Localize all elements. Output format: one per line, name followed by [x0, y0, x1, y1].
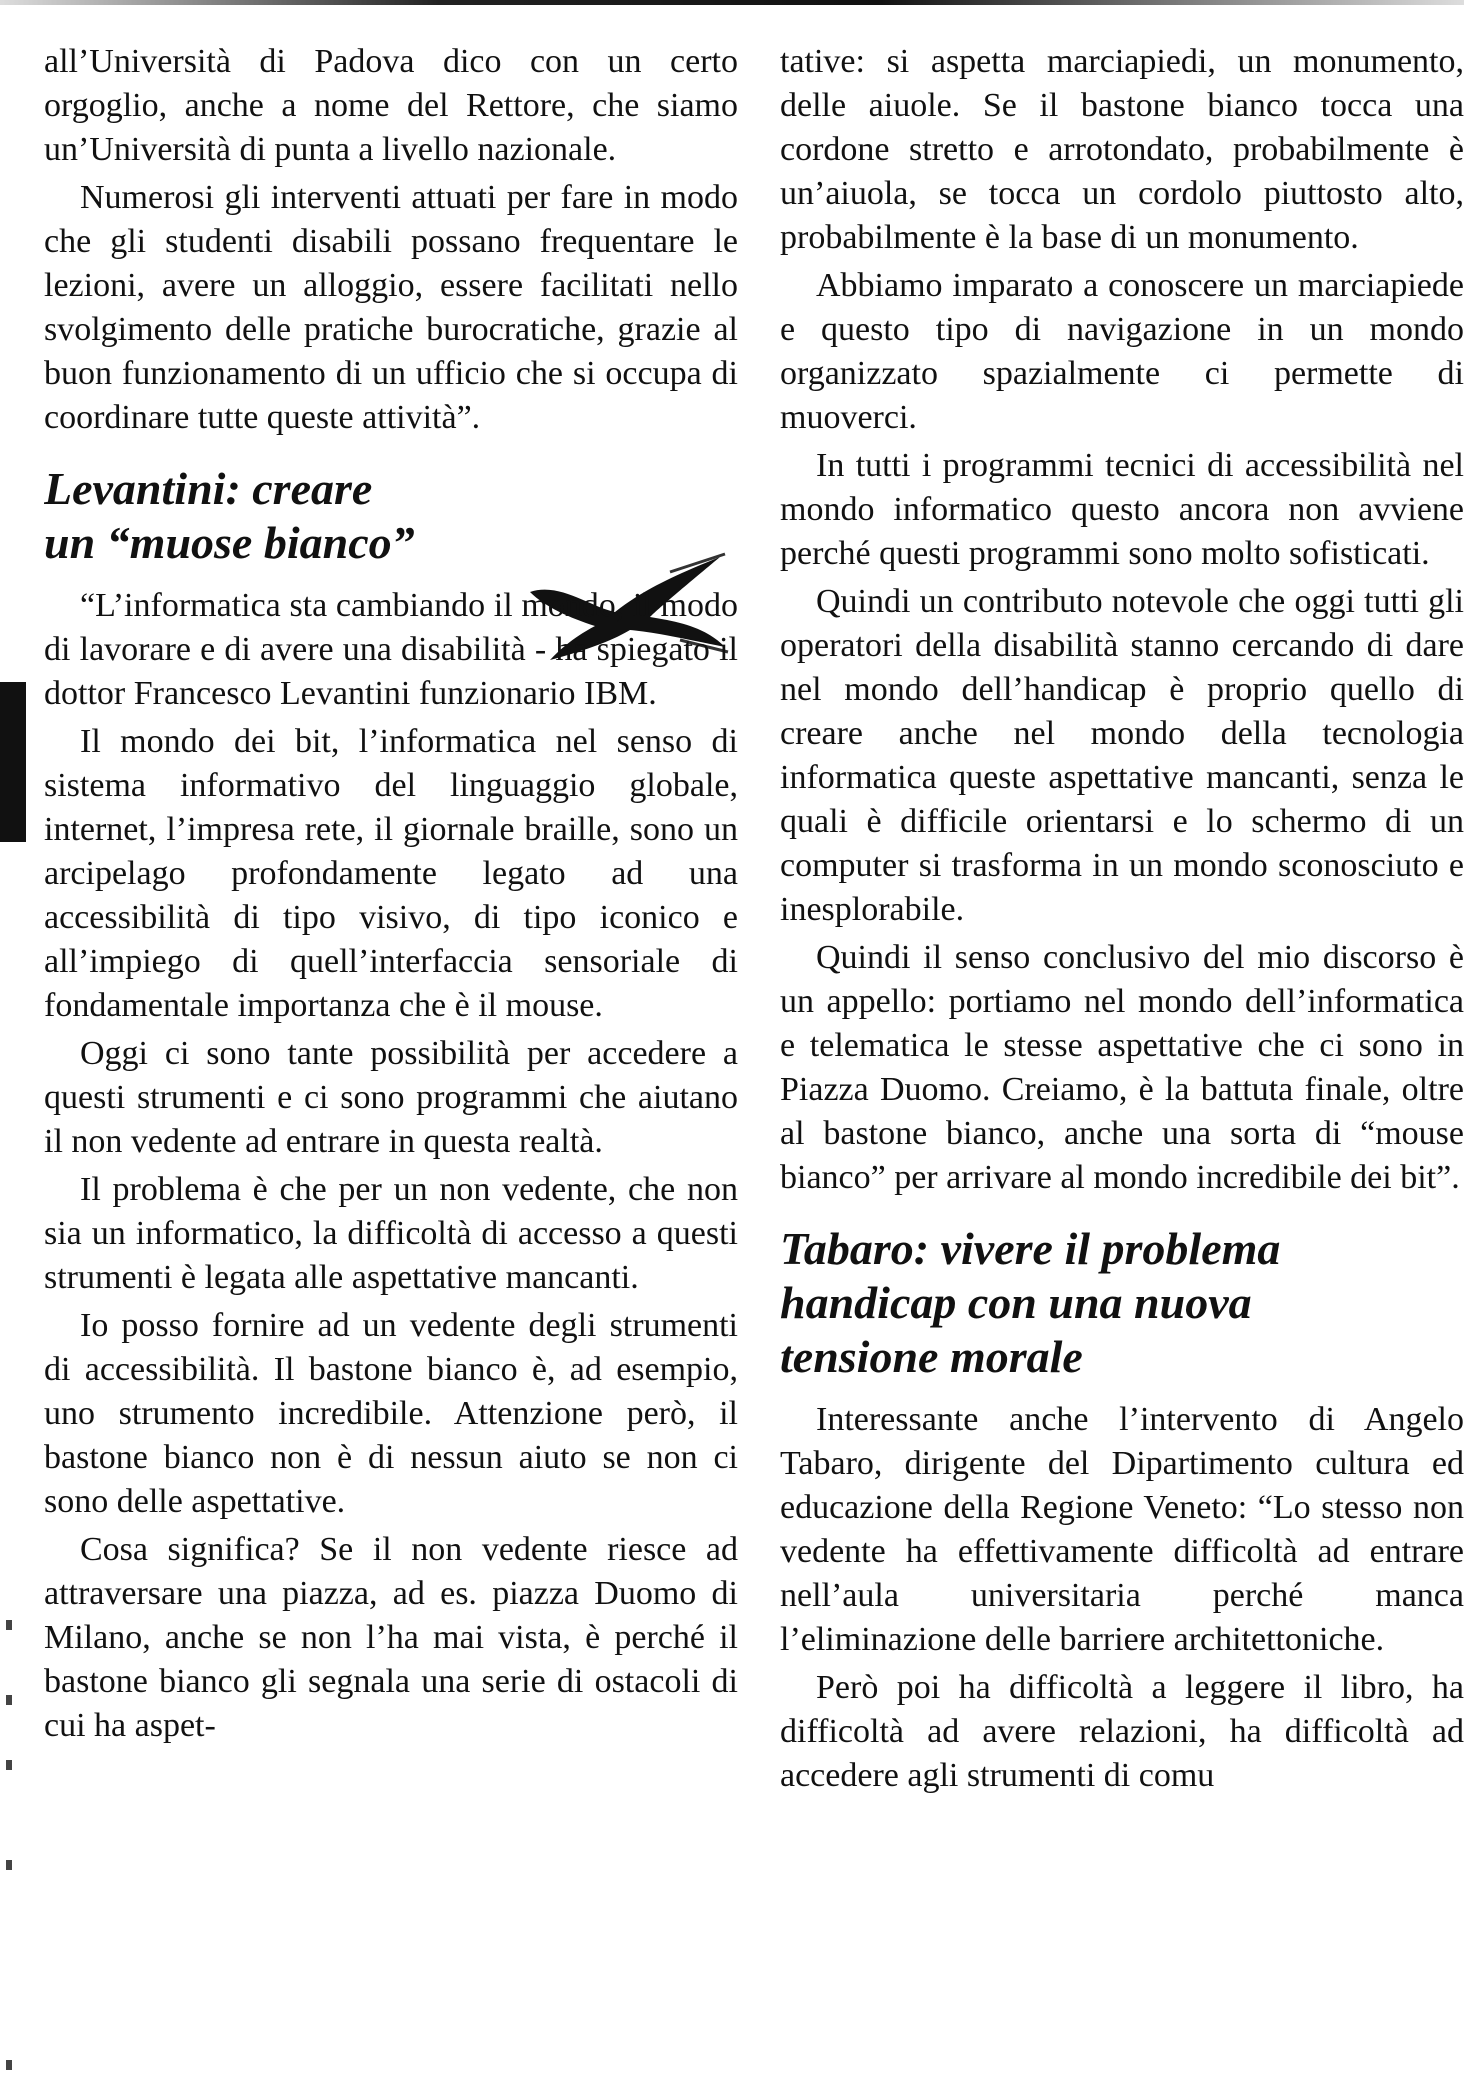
paragraph: Oggi ci sono tante possibilità per accedere a questi strumenti e ci sono programmi che aiutano il non vedente ad entrare in questa realtà. [44, 1035, 738, 1160]
paragraph: Abbiamo imparato a conoscere un marciapiede e questo tipo di navigazione in un mondo organizzato spazialmente ci permette di muoverci. [780, 267, 1464, 436]
paragraph: Interessante anche l’intervento di Angelo Tabaro, dirigente del Dipartimento cultura ed educazione della Regione Veneto: “Lo stesso non vedente ha effettivamente difficoltà ad entrare nell’aula universitaria perché manca l’eliminazione delle barriere architettoniche. [780, 1401, 1464, 1658]
heading-line: un “muose bianco” [44, 517, 415, 568]
paragraph: In tutti i programmi tecnici di accessibilità nel mondo informatico questo ancora non avviene perché questi programmi sono molto sofisticati. [780, 447, 1464, 572]
margin-tick [6, 1860, 12, 1870]
left-column [44, 40, 738, 1752]
margin-mark [0, 682, 26, 842]
paragraph: Io posso fornire ad un vedente degli strumenti di accessibilità. Il bastone bianco è, ad esempio, uno strumento incredibile. Attenzione però, il bastone bianco non è di nessun aiuto se non ci sono delle aspettative. [44, 1307, 738, 1520]
paragraph: Quindi un contributo notevole che oggi tutti gli operatori della disabilità stanno cercando di dare nel mondo dell’handicap è proprio quello di creare anche nel mondo della tecnologia informatica queste aspettative mancanti, senza le quali è difficile orientarsi e lo schermo di un computer si trasforma in un mondo sconosciuto e inesplorabile. [780, 583, 1464, 928]
margin-tick [6, 1760, 12, 1770]
section-heading-levantini [44, 462, 514, 570]
paragraph: Quindi il senso conclusivo del mio discorso è un appello: portiamo nel mondo dell’informatica e telematica le stesse aspettative che ci sono in Piazza Duomo. Creiamo, è la battuta finale, oltre al bastone bianco, anche una sorta di “mouse bianco” per arrivare al mondo incredibile dei bit”. [780, 939, 1464, 1196]
paragraph: Però poi ha difficoltà a leggere il libro, ha difficoltà ad avere relazioni, ha difficoltà ad accedere agli strumenti di comu [780, 1669, 1464, 1794]
margin-tick [6, 2060, 12, 2070]
right-column [780, 40, 1464, 1802]
paragraph: tative: si aspetta marciapiedi, un monumento, delle aiuole. Se il bastone bianco tocca una cordone stretto e arrotondato, probabilmente è un’aiuola, se tocca un cordolo piuttosto alto, probabilmente è la base di un monumento. [780, 43, 1464, 256]
paragraph: Il problema è che per un non vedente, che non sia un informatico, la difficoltà di accesso a questi strumenti è legata alle aspettative mancanti. [44, 1171, 738, 1296]
heading-line: tensione morale [780, 1331, 1083, 1382]
heading-line: Levantini: creare [44, 463, 373, 514]
paragraph: all’Università di Padova dico con un certo orgoglio, anche a nome del Rettore, che siamo un’Università di punta a livello nazionale. [44, 43, 738, 168]
paragraph: Il mondo dei bit, l’informatica nel senso di sistema informativo del linguaggio globale, internet, l’impresa rete, il giornale braille, sono un arcipelago profondamente legato ad una accessibilità di tipo visivo, di tipo iconico e all’impiego di quell’interfaccia sensoriale di fondamentale importanza che è il mouse. [44, 723, 738, 1024]
heading-line: handicap con una nuova [780, 1277, 1252, 1328]
paragraph: “L’informatica sta cambiando il mondo, il modo di lavorare e di avere una disabilità - ha spiegato il dottor Francesco Levantini funzionario IBM. [44, 587, 738, 712]
heading-line: Tabaro: vivere il problema [780, 1223, 1281, 1274]
section-heading-tabaro [780, 1222, 1464, 1384]
margin-tick [6, 1620, 12, 1630]
paragraph: Cosa significa? Se il non vedente riesce ad attraversare una piazza, ad es. piazza Duomo di Milano, anche se non l’ha mai vista, è perché il bastone bianco gli segnala una serie di ostacoli di cui ha aspet- [44, 1531, 738, 1744]
margin-tick [6, 1695, 12, 1705]
scan-top-edge [0, 0, 1464, 5]
paragraph: Numerosi gli interventi attuati per fare in modo che gli studenti disabili possano frequentare le lezioni, avere un alloggio, essere facilitati nello svolgimento delle pratiche burocratiche, grazie al buon funzionamento di un ufficio che si occupa di coordinare tutte queste attività”. [44, 179, 738, 436]
